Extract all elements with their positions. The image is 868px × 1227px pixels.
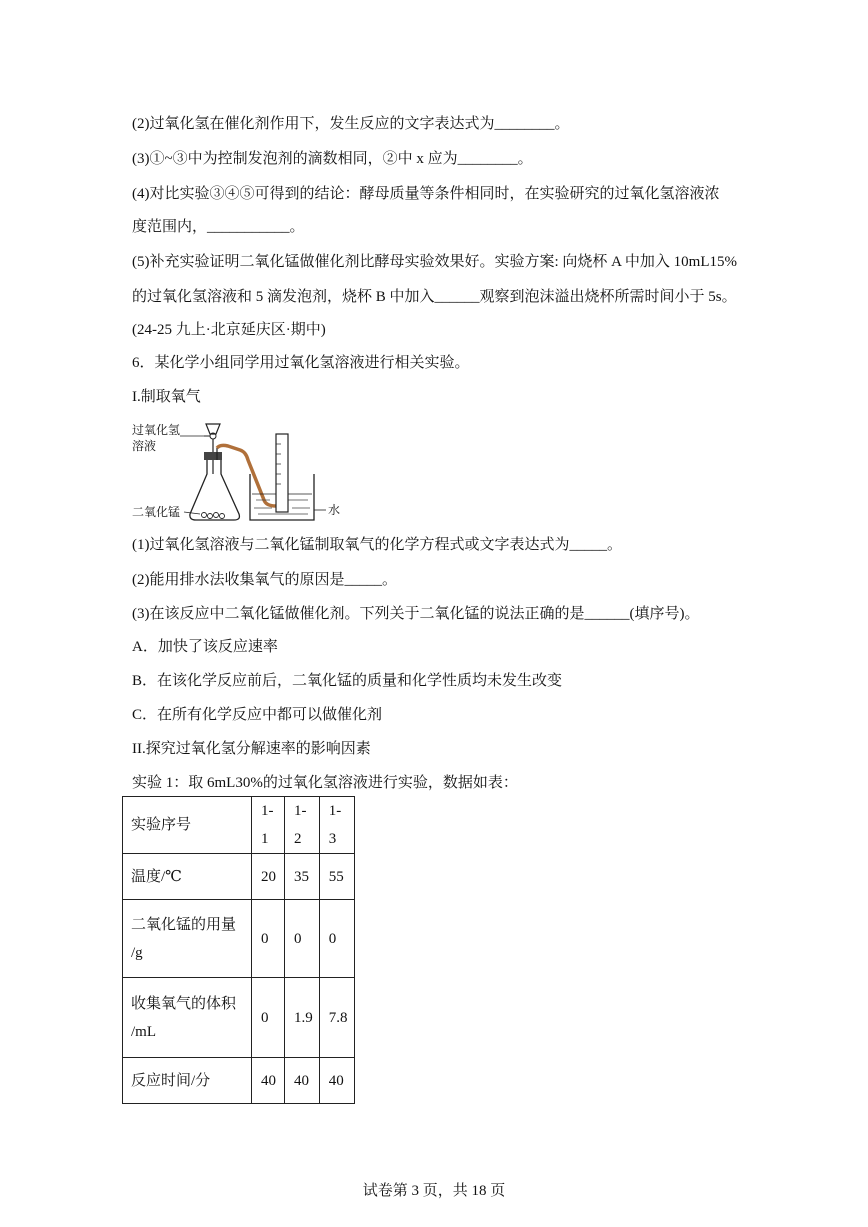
table-cell: 20 bbox=[252, 854, 285, 900]
question-6-part-2: (2)能用排水法收集氧气的原因是_____。 bbox=[132, 572, 397, 588]
table-cell: 40 bbox=[319, 1058, 354, 1104]
option-c: C．在所有化学反应中都可以做催化剂 bbox=[132, 707, 383, 723]
label-solution-line-2: 溶液 bbox=[132, 439, 157, 453]
table-cell: 0 bbox=[319, 900, 354, 978]
table-cell: 55 bbox=[319, 854, 354, 900]
table-cell: 1-2 bbox=[285, 797, 320, 854]
table-cell: 40 bbox=[285, 1058, 320, 1104]
table-row bbox=[123, 900, 355, 978]
table-row-header: 反应时间/分 bbox=[123, 1058, 252, 1104]
label-catalyst: 二氧化锰 bbox=[132, 505, 181, 519]
table-cell: 1-1 bbox=[252, 797, 285, 854]
table-cell: 0 bbox=[252, 978, 285, 1058]
label-water: 水 bbox=[328, 503, 341, 517]
table-row-header-line-1: 二氧化锰的用量 bbox=[131, 916, 237, 933]
table-cell: 1-3 bbox=[319, 797, 354, 854]
question-6-part-1: (1)过氧化氢溶液与二氧化锰制取氧气的化学方程式或文字表达式为_____。 bbox=[132, 537, 622, 553]
question-5-part-5-line-1: (5)补充实验证明二氧化锰做催化剂比酵母实验效果好。实验方案: 向烧杯 A 中加入 10mL15% bbox=[132, 254, 737, 270]
table-row-header: 实验序号 bbox=[123, 797, 252, 854]
page-footer: 试卷第 3 页，共 18 页 bbox=[362, 1183, 506, 1199]
question-5-part-4-line-2: 度范围内，___________。 bbox=[132, 219, 305, 235]
table-row-header-line-2: /mL bbox=[131, 1023, 156, 1040]
question-6-part-3: (3)在该反应中二氧化锰做催化剂。下列关于二氧化锰的说法正确的是______(填序号)。 bbox=[132, 606, 700, 622]
table-row bbox=[123, 978, 355, 1058]
table-row bbox=[123, 1058, 355, 1104]
label-solution-line-1: 过氧化氢 bbox=[132, 423, 181, 437]
question-5-part-3: (3)①~③中为控制发泡剂的滴数相同，②中 x 应为________。 bbox=[132, 151, 533, 167]
question-5-part-2: (2)过氧化氢在催化剂作用下，发生反应的文字表达式为________。 bbox=[132, 116, 570, 132]
table-row bbox=[123, 797, 355, 854]
stopper-icon bbox=[204, 452, 222, 460]
table-row-header bbox=[123, 900, 252, 978]
question-source: (24-25 九上·北京延庆区·期中) bbox=[132, 322, 326, 338]
table-cell: 0 bbox=[285, 900, 320, 978]
question-6-stem: 6．某化学小组同学用过氧化氢溶液进行相关实验。 bbox=[132, 355, 470, 371]
table-cell: 1.9 bbox=[285, 978, 320, 1058]
section-heading-oxygen-preparation: I.制取氧气 bbox=[132, 389, 201, 405]
graduated-cylinder-icon bbox=[276, 434, 288, 512]
table-cell: 40 bbox=[252, 1058, 285, 1104]
table-row-header-line-1: 收集氧气的体积 bbox=[131, 995, 237, 1012]
experiment-1-table bbox=[122, 796, 355, 1104]
section-heading-rate-factors: II.探究过氧化氢分解速率的影响因素 bbox=[132, 741, 371, 757]
apparatus-figure bbox=[128, 414, 348, 526]
rubber-tube-icon bbox=[217, 445, 276, 506]
table-row-header: 温度/℃ bbox=[123, 854, 252, 900]
question-5-part-4-line-1: (4)对比实验③④⑤可得到的结论：酵母质量等条件相同时，在实验研究的过氧化氢溶液浓 bbox=[132, 186, 720, 202]
table-row-header-line-2: /g bbox=[131, 944, 143, 961]
table-row-header bbox=[123, 978, 252, 1058]
flask-icon bbox=[190, 460, 240, 520]
table-cell: 0 bbox=[252, 900, 285, 978]
table-cell: 7.8 bbox=[319, 978, 354, 1058]
option-b: B．在该化学反应前后，二氧化锰的质量和化学性质均未发生改变 bbox=[132, 673, 563, 689]
table-row bbox=[123, 854, 355, 900]
table-cell: 35 bbox=[285, 854, 320, 900]
question-5-part-5-line-2: 的过氧化氢溶液和 5 滴发泡剂，烧杯 B 中加入______观察到泡沫溢出烧杯所需时间小于 5s。 bbox=[132, 289, 737, 305]
option-a: A．加快了该反应速率 bbox=[132, 639, 278, 655]
experiment-1-intro: 实验 1：取 6mL30%的过氧化氢溶液进行实验，数据如表： bbox=[132, 775, 518, 791]
